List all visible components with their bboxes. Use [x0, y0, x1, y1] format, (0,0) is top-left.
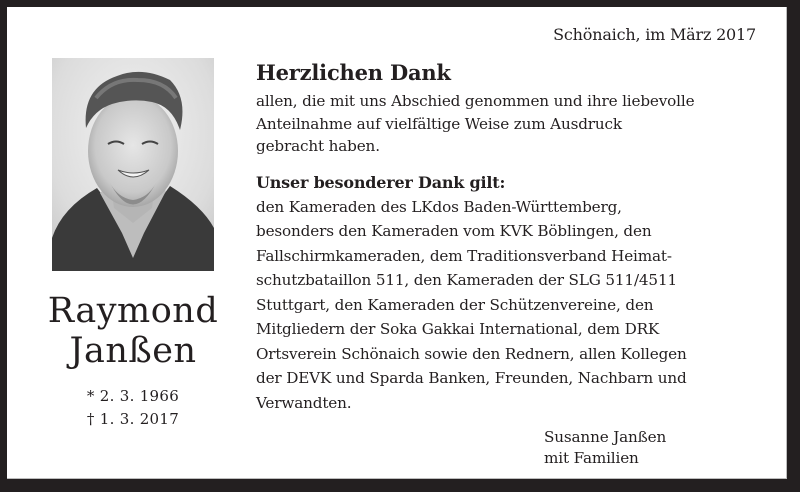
thanks-line: schutzbataillon 511, den Kameraden der SLG 511/4511	[256, 271, 677, 289]
death-date: † 1. 3. 2017	[86, 410, 180, 428]
thanks-line: der DEVK und Sparda Banken, Freunden, Nachbarn und	[256, 369, 687, 387]
signature	[544, 427, 666, 469]
life-dates	[43, 385, 223, 431]
signature-name: Susanne Janßen	[544, 428, 667, 446]
heading-title: Herzlichen Dank	[256, 60, 451, 85]
portrait-photo	[52, 58, 214, 271]
intro-line: gebracht haben.	[256, 137, 380, 155]
thanks-text	[256, 59, 776, 415]
intro-paragraph	[256, 90, 776, 158]
intro-line: Anteilnahme auf vielfältige Weise zum Ausdruck	[256, 114, 622, 133]
place-date: Schönaich, im März 2017	[553, 25, 756, 44]
signature-family: mit Familien	[544, 449, 639, 467]
deceased-last-name: Janßen	[69, 331, 197, 371]
obituary-card	[7, 7, 787, 479]
special-thanks-heading: Unser besonderer Dank gilt:	[256, 172, 506, 192]
thanks-line: Mitgliedern der Soka Gakkai International, dem DRK	[256, 320, 660, 338]
intro-line: allen, die mit uns Abschied genommen und ihre liebevolle	[256, 92, 695, 110]
special-thanks-paragraph	[256, 195, 776, 416]
thanks-line: den Kameraden des LKdos Baden-Württemberg,	[256, 197, 622, 216]
thanks-line: Stuttgart, den Kameraden der Schützenvereine, den	[256, 295, 654, 314]
birth-date: * 2. 3. 1966	[86, 387, 180, 405]
thanks-line: besonders den Kameraden vom KVK Böblingen, den	[256, 222, 652, 240]
portrait-image-icon	[52, 58, 214, 271]
thanks-line: Fallschirmkameraden, dem Traditionsverband Heimat-	[256, 246, 672, 265]
thanks-line: Verwandten.	[256, 393, 352, 412]
thanks-line: Ortsverein Schönaich sowie den Rednern, allen Kollegen	[256, 344, 687, 363]
deceased-first-name: Raymond	[47, 291, 219, 331]
deceased-name	[33, 291, 233, 371]
